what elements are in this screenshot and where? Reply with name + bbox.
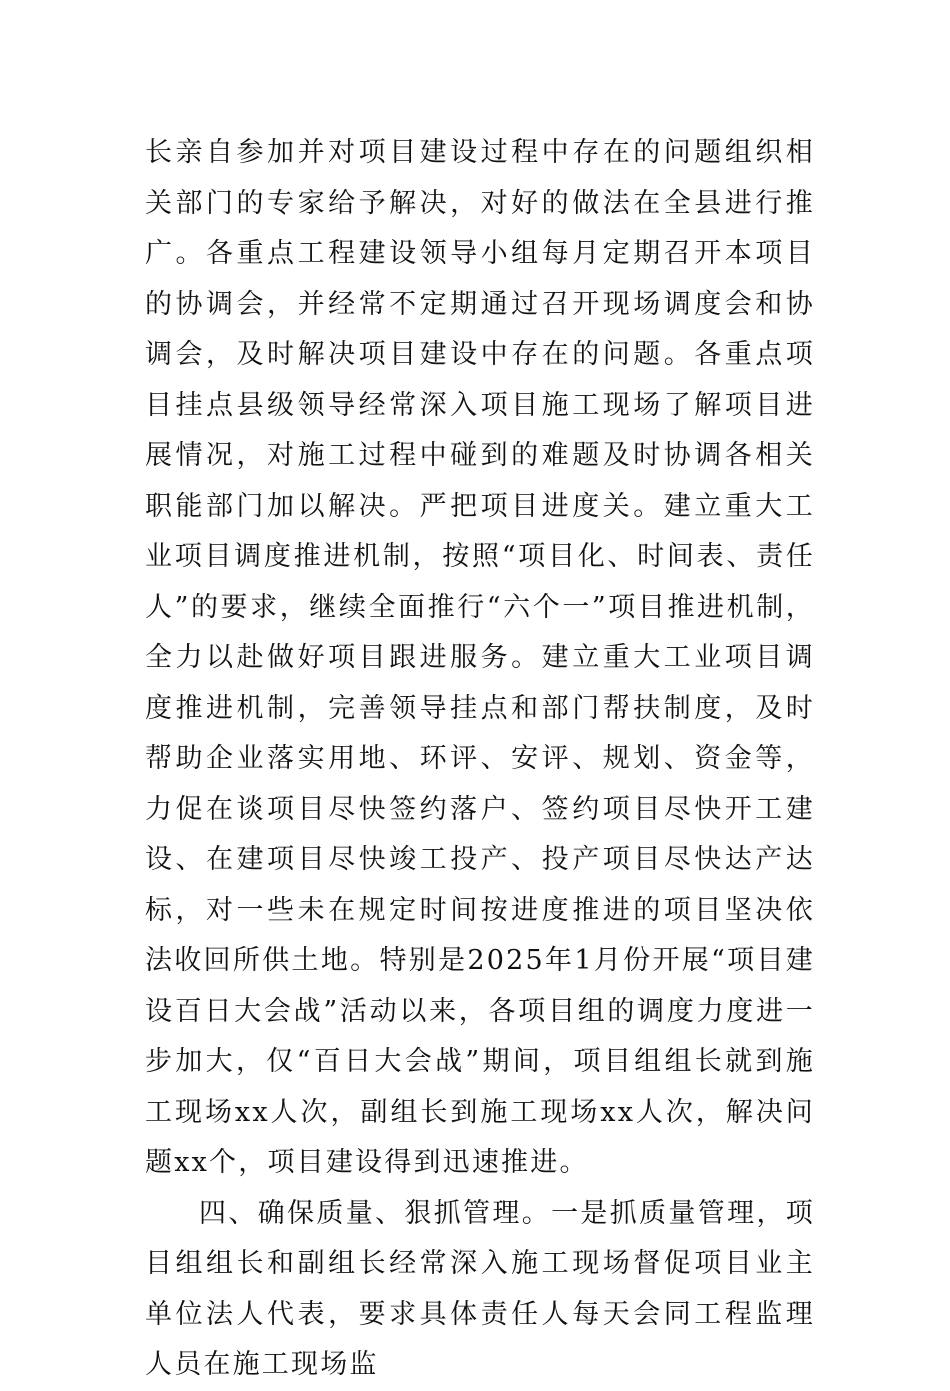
- document-body: [145, 128, 815, 1391]
- paragraph-section-four: 四、确保质量、狠抓管理。一是抓质量管理，项目组组长和副组长经常深入施工现场督促项目业主单位法人代表，要求具体责任人每天会同工程监理人员在施工现场监: [145, 1197, 815, 1380]
- paragraph-continuation: 长亲自参加并对项目建设过程中存在的问题组织相关部门的专家给予解决，对好的做法在全县进行推广。各重点工程建设领导小组每月定期召开本项目的协调会，并经常不定期通过召开现场调度会和协调会，及时解决项目建设中存在的问题。各重点项目挂点县级领导经常深入项目施工现场了解项目进展情况，对施工过程中碰到的难题及时协调各相关职能部门加以解决。严把项目进度关。建立重大工业项目调度推进机制，按照“项目化、时间表、责任人”的要求，继续全面推行“六个一”项目推进机制，全力以赴做好项目跟进服务。建立重大工业项目调度推进机制，完善领导挂点和部门帮扶制度，及时帮助企业落实用地、环评、安评、规划、资金等，力促在谈项目尽快签约落户、签约项目尽快开工建设、在建项目尽快竣工投产、投产项目尽快达产达标，对一些未在规定时间按进度推进的项目坚决依法收回所供土地。特别是2025年1月份开展“项目建设百日大会战”活动以来，各项目组的调度力度进一步加大，仅“百日大会战”期间，项目组组长就到施工现场xx人次，副组长到施工现场xx人次，解决问题xx个，项目建设得到迅速推进。: [145, 137, 815, 1178]
